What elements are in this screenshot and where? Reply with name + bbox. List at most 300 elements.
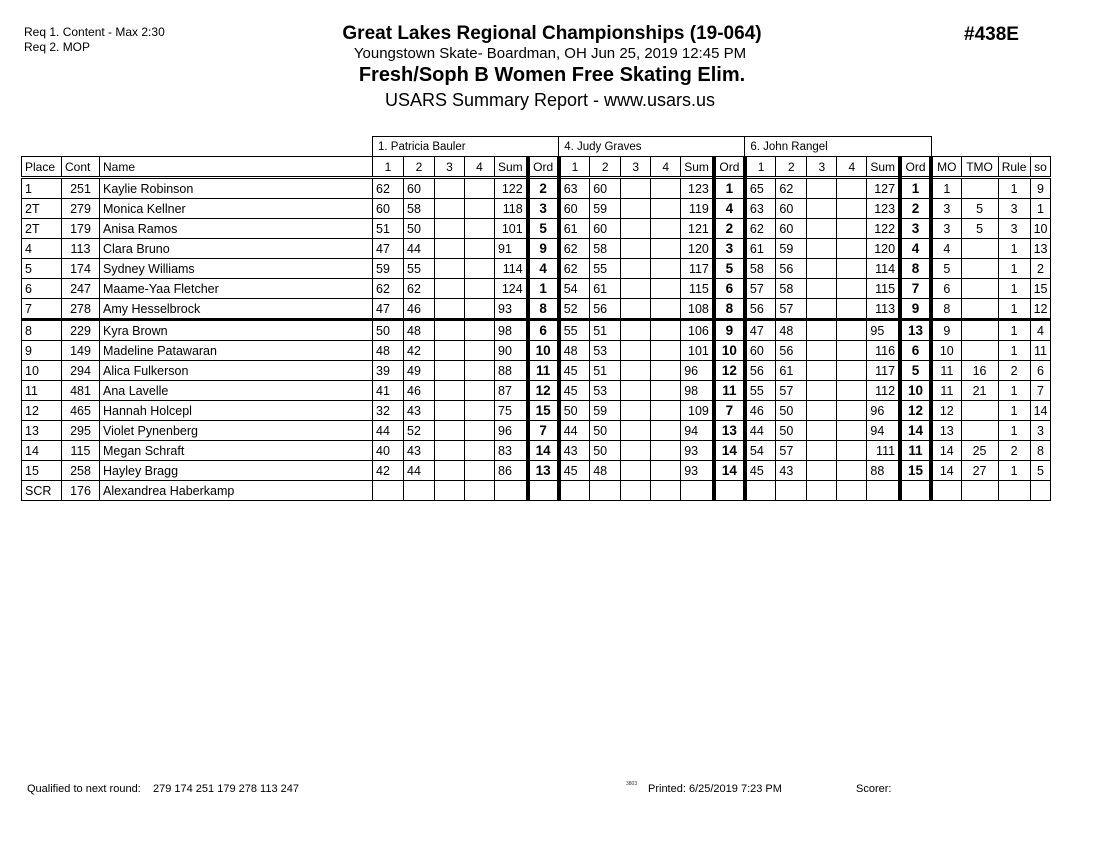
rule-cell: 1 <box>998 421 1030 441</box>
skater-name: Amy Hesselbrock <box>100 299 373 320</box>
rule-cell: 3 <box>998 219 1030 239</box>
results-table <box>21 136 1051 501</box>
tmo-cell: 16 <box>961 361 998 381</box>
judge-1-ordinal: 11 <box>528 361 559 381</box>
so-cell: 7 <box>1030 381 1051 401</box>
judge-3-score-4 <box>837 279 867 299</box>
judge-3-score-1: 65 <box>745 178 776 199</box>
judge-3-score-2: 56 <box>776 341 807 361</box>
judge-3-score-4 <box>837 481 867 501</box>
requirement-2: Req 2. MOP <box>24 40 91 54</box>
tmo-cell <box>961 421 998 441</box>
judge-3-score-1: 44 <box>745 421 776 441</box>
judge-1-score-1: 50 <box>373 320 404 341</box>
judge-1-score-4 <box>465 299 495 320</box>
table-row <box>22 461 1051 481</box>
judge-2-sum: 96 <box>681 361 714 381</box>
so-cell: 5 <box>1030 461 1051 481</box>
judge-1-score-4 <box>465 259 495 279</box>
judge-1-score-3 <box>435 461 465 481</box>
judge-2-score-3 <box>621 279 651 299</box>
judge-3-sum: 117 <box>867 361 900 381</box>
so-cell: 11 <box>1030 341 1051 361</box>
place-cell: 4 <box>22 239 62 259</box>
place-cell: 11 <box>22 381 62 401</box>
judge-1-score-1: 41 <box>373 381 404 401</box>
skater-name: Clara Bruno <box>100 239 373 259</box>
contestant-number: 295 <box>62 421 100 441</box>
judge-3-ordinal: 6 <box>900 341 931 361</box>
judge-2-score-4 <box>651 259 681 279</box>
judge-1-col-3: 3 <box>435 157 465 178</box>
judge-2-ordinal: 4 <box>714 199 745 219</box>
mo-cell: 11 <box>931 361 961 381</box>
judge-3-score-1: 56 <box>745 299 776 320</box>
judge-2-score-4 <box>651 381 681 401</box>
contestant-number: 278 <box>62 299 100 320</box>
judge-2-sum: 109 <box>681 401 714 421</box>
mo-cell: 10 <box>931 341 961 361</box>
judge-1-sum: 122 <box>495 178 528 199</box>
place-cell: 2T <box>22 199 62 219</box>
skater-name: Kyra Brown <box>100 320 373 341</box>
judge-3-score-3 <box>807 199 837 219</box>
judge-1-score-2: 60 <box>404 178 435 199</box>
judge-3-score-3 <box>807 320 837 341</box>
judge-2-col-3: 3 <box>621 157 651 178</box>
judge-2-ordinal: 5 <box>714 259 745 279</box>
judge-1-score-2: 43 <box>404 401 435 421</box>
judge-2-ordinal: 3 <box>714 239 745 259</box>
judge-1-ordinal: 10 <box>528 341 559 361</box>
judge-1-ordinal: 13 <box>528 461 559 481</box>
tmo-cell <box>961 320 998 341</box>
place-cell: 6 <box>22 279 62 299</box>
place-cell: 14 <box>22 441 62 461</box>
column-header-row <box>22 157 1051 178</box>
judge-1-score-1: 47 <box>373 239 404 259</box>
contestant-number: 247 <box>62 279 100 299</box>
table-row <box>22 401 1051 421</box>
skater-name: Monica Kellner <box>100 199 373 219</box>
judge-3-score-1: 56 <box>745 361 776 381</box>
judge-2-score-1: 63 <box>559 178 590 199</box>
judge-1-ordinal: 8 <box>528 299 559 320</box>
mo-cell: 6 <box>931 279 961 299</box>
venue-date-line: Youngstown Skate- Boardman, OH Jun 25, 2019 12:45 PM <box>353 45 747 62</box>
judge-2-score-2 <box>590 481 621 501</box>
mo-cell <box>931 481 961 501</box>
judge-1-sum: 93 <box>495 299 528 320</box>
judge-2-score-1: 44 <box>559 421 590 441</box>
judge-2-sum: 119 <box>681 199 714 219</box>
judge-3-ordinal: 10 <box>900 381 931 401</box>
judge-2-score-3 <box>621 320 651 341</box>
judge-2-score-2: 55 <box>590 259 621 279</box>
mo-cell: 14 <box>931 461 961 481</box>
so-cell: 9 <box>1030 178 1051 199</box>
col-mo: MO <box>931 157 961 178</box>
judge-2-ordinal: 14 <box>714 461 745 481</box>
judge-1-score-3 <box>435 199 465 219</box>
skater-name: Sydney Williams <box>100 259 373 279</box>
rule-cell: 2 <box>998 361 1030 381</box>
so-cell: 3 <box>1030 421 1051 441</box>
tmo-cell: 5 <box>961 199 998 219</box>
judge-3-score-4 <box>837 461 867 481</box>
judge-1-col-4: 4 <box>465 157 495 178</box>
judge-2-col-1: 1 <box>559 157 590 178</box>
judge-2-ordinal: 2 <box>714 219 745 239</box>
judge-2-score-4 <box>651 361 681 381</box>
judge-1-score-4 <box>465 441 495 461</box>
place-cell: 10 <box>22 361 62 381</box>
judge-3-score-3 <box>807 361 837 381</box>
judge-2-score-1: 61 <box>559 219 590 239</box>
judge-3-ordinal: 5 <box>900 361 931 381</box>
rule-cell: 1 <box>998 178 1030 199</box>
judge-3-sum: 96 <box>867 401 900 421</box>
rule-cell: 1 <box>998 320 1030 341</box>
judge-1-ordinal: 7 <box>528 421 559 441</box>
judge-2-score-1: 43 <box>559 441 590 461</box>
table-row <box>22 279 1051 299</box>
judge-3-score-2: 61 <box>776 361 807 381</box>
judge-1-ordinal: 6 <box>528 320 559 341</box>
judge-3-score-4 <box>837 421 867 441</box>
tmo-cell <box>961 279 998 299</box>
judge-3-ordinal: 14 <box>900 421 931 441</box>
judge-2-score-1: 50 <box>559 401 590 421</box>
judge-3-col-ord: Ord <box>900 157 931 178</box>
place-cell: 15 <box>22 461 62 481</box>
judge-2-score-4 <box>651 481 681 501</box>
tmo-cell <box>961 299 998 320</box>
rule-cell: 1 <box>998 259 1030 279</box>
table-row <box>22 299 1051 320</box>
contestant-number: 258 <box>62 461 100 481</box>
judge-1-score-4 <box>465 381 495 401</box>
judge-3-score-1: 58 <box>745 259 776 279</box>
so-cell: 2 <box>1030 259 1051 279</box>
judge-1-ordinal: 12 <box>528 381 559 401</box>
judge-3-score-2: 60 <box>776 219 807 239</box>
judge-2-score-1 <box>559 481 590 501</box>
skater-name: Maame-Yaa Fletcher <box>100 279 373 299</box>
judge-3-score-4 <box>837 299 867 320</box>
so-cell: 1 <box>1030 199 1051 219</box>
judge-3-score-4 <box>837 219 867 239</box>
judge-2-score-2: 53 <box>590 341 621 361</box>
judge-2-col-ord: Ord <box>714 157 745 178</box>
judge-3-score-1: 57 <box>745 279 776 299</box>
judge-2-ordinal: 1 <box>714 178 745 199</box>
place-cell: 5 <box>22 259 62 279</box>
judge-3-score-2: 62 <box>776 178 807 199</box>
judge-3-score-4 <box>837 239 867 259</box>
place-cell: 8 <box>22 320 62 341</box>
judge-2-score-2: 48 <box>590 461 621 481</box>
table-row <box>22 259 1051 279</box>
place-cell: 9 <box>22 341 62 361</box>
judge-2-score-1: 48 <box>559 341 590 361</box>
printed-timestamp: Printed: 6/25/2019 7:23 PM <box>648 783 782 795</box>
judge-1-score-2: 49 <box>404 361 435 381</box>
judge-2-score-1: 62 <box>559 259 590 279</box>
judge-3-sum: 111 <box>867 441 900 461</box>
judge-3-sum: 123 <box>867 199 900 219</box>
judge-1-score-4 <box>465 239 495 259</box>
judge-3-col-1: 1 <box>745 157 776 178</box>
judge-2-score-4 <box>651 441 681 461</box>
judge-3-sum <box>867 481 900 501</box>
rule-cell: 1 <box>998 239 1030 259</box>
rule-cell: 1 <box>998 279 1030 299</box>
judge-2-ordinal: 11 <box>714 381 745 401</box>
tmo-cell: 25 <box>961 441 998 461</box>
judge-header-row <box>22 137 1051 157</box>
judge-1-score-1: 40 <box>373 441 404 461</box>
judge-1-score-2: 42 <box>404 341 435 361</box>
judge-2-score-2: 61 <box>590 279 621 299</box>
judge-3-score-2: 50 <box>776 401 807 421</box>
judge-3-score-4 <box>837 381 867 401</box>
rule-cell <box>998 481 1030 501</box>
judge-2-score-3 <box>621 341 651 361</box>
judge-1-score-3 <box>435 219 465 239</box>
table-row <box>22 199 1051 219</box>
judge-2-sum: 106 <box>681 320 714 341</box>
judge-3-score-3 <box>807 239 837 259</box>
judge-1-score-4 <box>465 320 495 341</box>
judge-1-sum: 101 <box>495 219 528 239</box>
judge-2-score-1: 54 <box>559 279 590 299</box>
judge-3-ordinal: 12 <box>900 401 931 421</box>
judge-2-ordinal: 6 <box>714 279 745 299</box>
judge-2-score-3 <box>621 381 651 401</box>
judge-3-score-3 <box>807 461 837 481</box>
judge-2-score-2: 58 <box>590 239 621 259</box>
contestant-number: 174 <box>62 259 100 279</box>
judge-3-col-2: 2 <box>776 157 807 178</box>
judge-1-score-4 <box>465 361 495 381</box>
judge-2-score-4 <box>651 299 681 320</box>
judge-3-score-4 <box>837 178 867 199</box>
judge-1-ordinal: 9 <box>528 239 559 259</box>
judge-2-score-3 <box>621 441 651 461</box>
judge-1-score-1: 51 <box>373 219 404 239</box>
judge-1-sum <box>495 481 528 501</box>
judge-2-score-3 <box>621 178 651 199</box>
judge-1-col-ord: Ord <box>528 157 559 178</box>
mo-cell: 4 <box>931 239 961 259</box>
judge-1-sum: 75 <box>495 401 528 421</box>
judge-3-ordinal: 2 <box>900 199 931 219</box>
mo-cell: 14 <box>931 441 961 461</box>
judge-2-score-2: 56 <box>590 299 621 320</box>
judge-2-score-2: 60 <box>590 178 621 199</box>
judge-1-score-4 <box>465 199 495 219</box>
table-row <box>22 320 1051 341</box>
judge-3-score-3 <box>807 299 837 320</box>
contestant-number: 113 <box>62 239 100 259</box>
report-code: 3803 <box>626 781 638 787</box>
judge-1-score-1: 44 <box>373 421 404 441</box>
table-row <box>22 239 1051 259</box>
judge-3-score-4 <box>837 199 867 219</box>
judge-1-name: 1. Patricia Bauler <box>373 137 559 157</box>
judge-1-score-4 <box>465 219 495 239</box>
judge-3-score-1: 55 <box>745 381 776 401</box>
judge-2-sum: 98 <box>681 381 714 401</box>
judge-1-ordinal: 15 <box>528 401 559 421</box>
judge-1-score-2: 46 <box>404 299 435 320</box>
judge-2-score-3 <box>621 259 651 279</box>
judge-2-score-2: 53 <box>590 381 621 401</box>
judge-1-ordinal <box>528 481 559 501</box>
table-row <box>22 219 1051 239</box>
judge-1-score-4 <box>465 401 495 421</box>
place-cell: 7 <box>22 299 62 320</box>
tmo-cell <box>961 401 998 421</box>
qualified-label: Qualified to next round: <box>27 783 141 795</box>
judge-2-score-2: 51 <box>590 320 621 341</box>
judge-1-score-4 <box>465 279 495 299</box>
contestant-number: 149 <box>62 341 100 361</box>
judge-2-sum: 115 <box>681 279 714 299</box>
judge-1-score-1 <box>373 481 404 501</box>
judge-3-score-2: 43 <box>776 461 807 481</box>
judge-1-score-4 <box>465 178 495 199</box>
so-cell: 8 <box>1030 441 1051 461</box>
judge-3-sum: 122 <box>867 219 900 239</box>
judge-1-score-1: 60 <box>373 199 404 219</box>
requirement-1: Req 1. Content - Max 2:30 <box>24 25 165 39</box>
judge-2-ordinal: 14 <box>714 441 745 461</box>
judge-1-score-3 <box>435 299 465 320</box>
skater-name: Alexandrea Haberkamp <box>100 481 373 501</box>
col-place: Place <box>22 157 62 178</box>
table-row <box>22 421 1051 441</box>
skater-name: Hannah Holcepl <box>100 401 373 421</box>
judge-3-ordinal: 4 <box>900 239 931 259</box>
tmo-cell <box>961 481 998 501</box>
judge-1-score-1: 62 <box>373 279 404 299</box>
judge-2-sum: 93 <box>681 441 714 461</box>
judge-3-sum: 95 <box>867 320 900 341</box>
contestant-number: 294 <box>62 361 100 381</box>
judge-1-sum: 118 <box>495 199 528 219</box>
judge-3-score-2: 48 <box>776 320 807 341</box>
judge-3-sum: 127 <box>867 178 900 199</box>
judge-1-score-2: 50 <box>404 219 435 239</box>
judge-2-ordinal: 10 <box>714 341 745 361</box>
judge-1-sum: 86 <box>495 461 528 481</box>
judge-2-col-sum: Sum <box>681 157 714 178</box>
judge-2-col-4: 4 <box>651 157 681 178</box>
tmo-cell <box>961 239 998 259</box>
judge-2-score-3 <box>621 199 651 219</box>
judge-1-score-3 <box>435 441 465 461</box>
judge-3-score-3 <box>807 259 837 279</box>
judge-3-score-4 <box>837 341 867 361</box>
judge-2-score-1: 45 <box>559 361 590 381</box>
judge-2-score-4 <box>651 239 681 259</box>
judge-1-score-3 <box>435 421 465 441</box>
judge-1-score-3 <box>435 341 465 361</box>
judge-1-score-2: 44 <box>404 461 435 481</box>
judge-1-score-1: 39 <box>373 361 404 381</box>
place-cell: 12 <box>22 401 62 421</box>
judge-1-score-1: 47 <box>373 299 404 320</box>
judge-1-sum: 90 <box>495 341 528 361</box>
judge-2-score-2: 59 <box>590 401 621 421</box>
mo-cell: 1 <box>931 178 961 199</box>
judge-1-score-3 <box>435 401 465 421</box>
judge-1-sum: 83 <box>495 441 528 461</box>
skater-name: Megan Schraft <box>100 441 373 461</box>
judge-1-ordinal: 3 <box>528 199 559 219</box>
tmo-cell <box>961 341 998 361</box>
judge-2-score-2: 50 <box>590 421 621 441</box>
judge-3-score-3 <box>807 178 837 199</box>
judge-1-score-2: 43 <box>404 441 435 461</box>
judge-1-score-3 <box>435 279 465 299</box>
contestant-number: 481 <box>62 381 100 401</box>
contestant-number: 229 <box>62 320 100 341</box>
judge-3-sum: 112 <box>867 381 900 401</box>
skater-name: Anisa Ramos <box>100 219 373 239</box>
judge-3-score-1: 54 <box>745 441 776 461</box>
judge-3-score-4 <box>837 401 867 421</box>
judge-3-ordinal: 11 <box>900 441 931 461</box>
skater-name: Violet Pynenberg <box>100 421 373 441</box>
judge-2-sum: 93 <box>681 461 714 481</box>
judge-2-sum: 123 <box>681 178 714 199</box>
judge-3-sum: 114 <box>867 259 900 279</box>
judge-2-score-4 <box>651 199 681 219</box>
judge-3-score-3 <box>807 401 837 421</box>
tmo-cell <box>961 259 998 279</box>
judge-3-score-2 <box>776 481 807 501</box>
mo-cell: 13 <box>931 421 961 441</box>
rule-cell: 1 <box>998 341 1030 361</box>
judge-1-score-2: 58 <box>404 199 435 219</box>
judge-3-ordinal: 7 <box>900 279 931 299</box>
judge-2-sum: 117 <box>681 259 714 279</box>
judge-1-score-4 <box>465 461 495 481</box>
so-cell: 12 <box>1030 299 1051 320</box>
skater-name: Hayley Bragg <box>100 461 373 481</box>
judge-1-ordinal: 14 <box>528 441 559 461</box>
judge-1-sum: 87 <box>495 381 528 401</box>
judge-3-score-3 <box>807 441 837 461</box>
judge-3-sum: 113 <box>867 299 900 320</box>
judge-3-score-2: 57 <box>776 381 807 401</box>
mo-cell: 12 <box>931 401 961 421</box>
mo-cell: 9 <box>931 320 961 341</box>
judge-2-score-3 <box>621 239 651 259</box>
judge-3-col-sum: Sum <box>867 157 900 178</box>
judge-1-sum: 96 <box>495 421 528 441</box>
judge-2-score-2: 59 <box>590 199 621 219</box>
contestant-number: 279 <box>62 199 100 219</box>
judge-2-score-1: 45 <box>559 381 590 401</box>
judge-2-score-4 <box>651 219 681 239</box>
judge-1-score-3 <box>435 481 465 501</box>
judge-1-score-1: 32 <box>373 401 404 421</box>
so-cell: 6 <box>1030 361 1051 381</box>
